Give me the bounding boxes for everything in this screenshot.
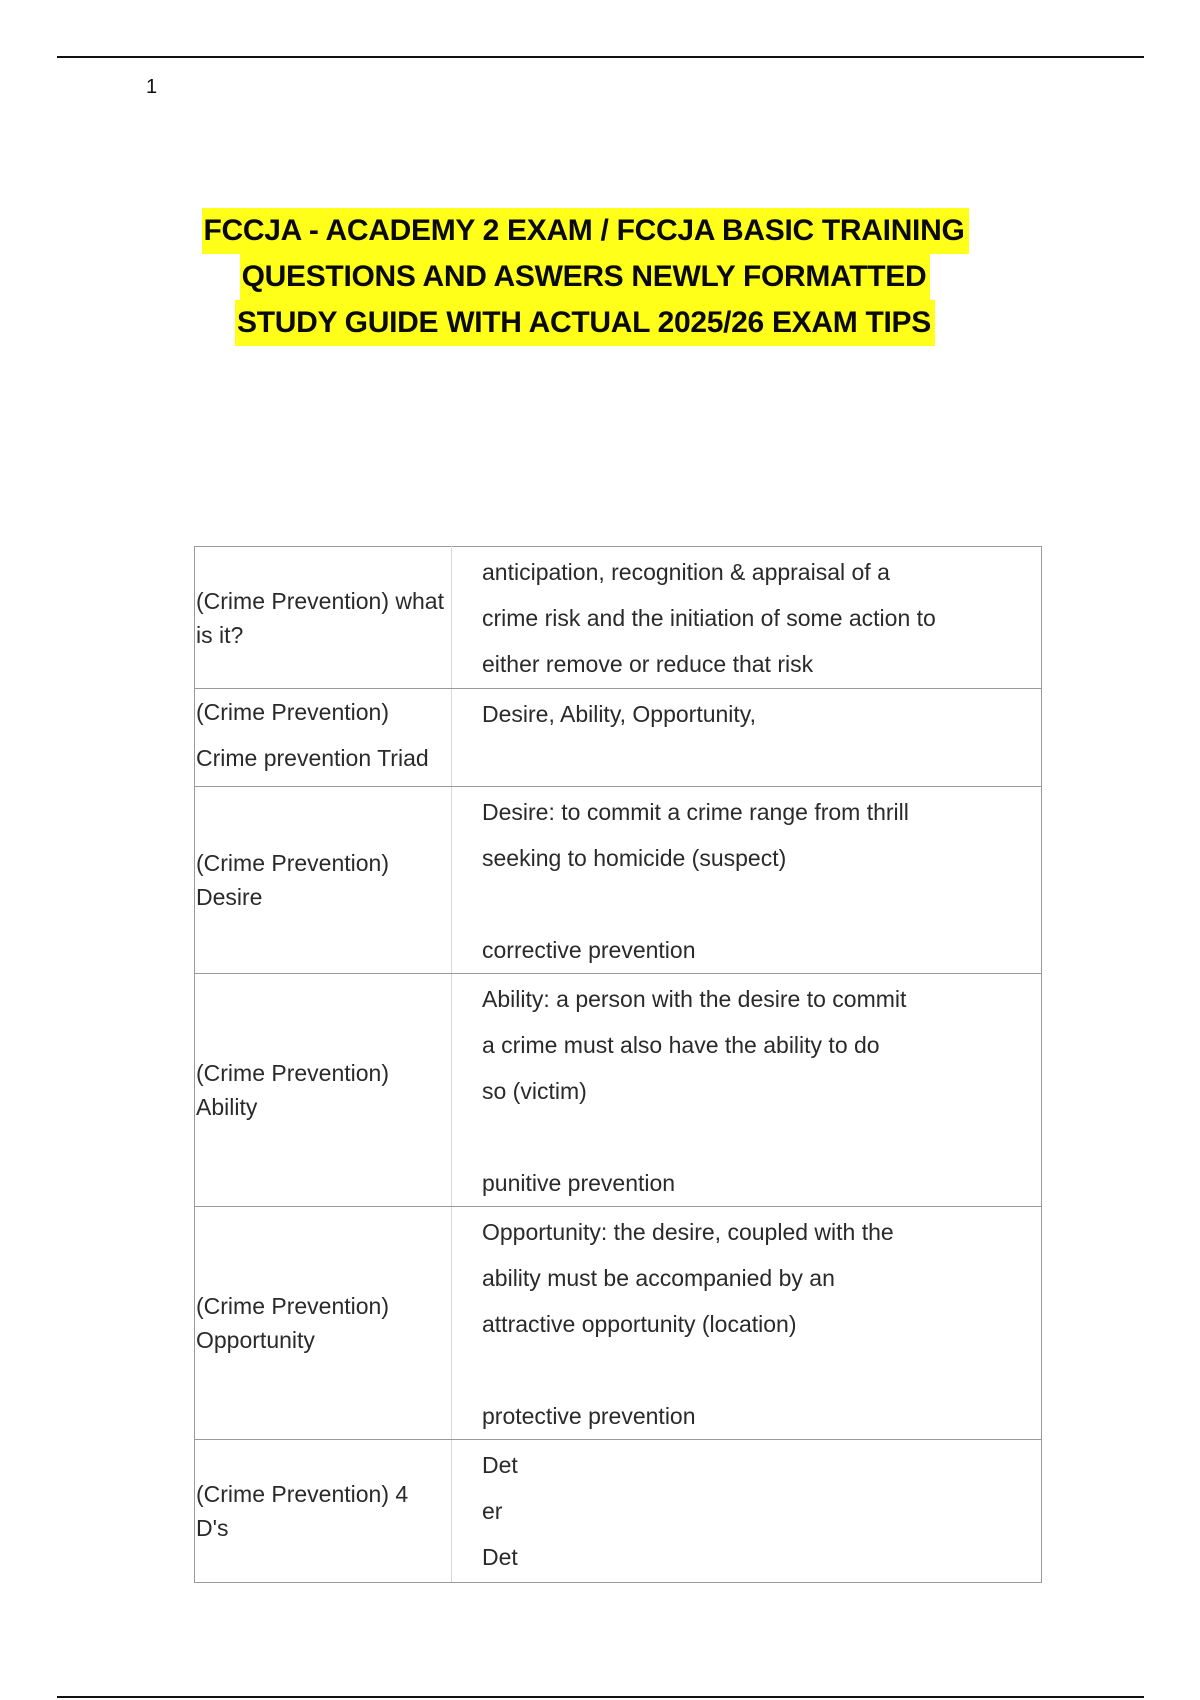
- question-cell: [195, 974, 452, 1207]
- question-text: Crime prevention Triad: [196, 745, 429, 771]
- question-cell: [195, 689, 452, 787]
- footer-rule: [57, 1696, 1144, 1698]
- answer-line: er: [482, 1498, 503, 1524]
- table-row: [195, 547, 1042, 689]
- header-rule: [57, 56, 1144, 58]
- answer-line: [482, 1114, 1041, 1160]
- answer-line: attractive opportunity (location): [482, 1311, 797, 1337]
- answer-line: a crime must also have the ability to do: [482, 1032, 880, 1058]
- question-cell: [195, 1440, 452, 1583]
- answer-line: Opportunity: the desire, coupled with the: [482, 1219, 894, 1245]
- answer-cell: [452, 1207, 1042, 1440]
- answer-line: Det: [482, 1452, 518, 1478]
- answer-cell: [452, 547, 1042, 689]
- answer-line: Det: [482, 1544, 518, 1570]
- table-row: [195, 689, 1042, 787]
- document-title: [150, 208, 1020, 346]
- answer-line: Desire, Ability, Opportunity,: [482, 701, 756, 727]
- answer-line: Desire: to commit a crime range from thrill: [482, 799, 909, 825]
- question-text: (Crime Prevention) 4 D's: [196, 1481, 409, 1541]
- answer-line: punitive prevention: [482, 1170, 676, 1196]
- answer-line: either remove or reduce that risk: [482, 651, 814, 677]
- answer-cell: [452, 1440, 1042, 1583]
- qa-table: [194, 546, 1042, 1583]
- page-number: 1: [146, 76, 158, 98]
- answer-cell: [452, 974, 1042, 1207]
- question-text: (Crime Prevention): [196, 699, 389, 725]
- table-row: [195, 1207, 1042, 1440]
- table-row: [195, 974, 1042, 1207]
- answer-line: [482, 1347, 1041, 1393]
- answer-cell: [452, 689, 1042, 787]
- table-row: [195, 1440, 1042, 1583]
- answer-line: protective prevention: [482, 1403, 696, 1429]
- title-line-2: QUESTIONS AND ASWERS NEWLY FORMATTED: [240, 254, 931, 300]
- title-line-3: STUDY GUIDE WITH ACTUAL 2025/26 EXAM TIPS: [235, 300, 935, 346]
- title-line-1: FCCJA - ACADEMY 2 EXAM / FCCJA BASIC TRAINING: [202, 208, 969, 254]
- answer-line: ability must be accompanied by an: [482, 1265, 835, 1291]
- question-text: (Crime Prevention) Desire: [196, 850, 389, 910]
- question-cell: [195, 547, 452, 689]
- question-text: (Crime Prevention) what is it?: [196, 587, 444, 648]
- answer-line: [482, 881, 1041, 927]
- question-text: (Crime Prevention) Opportunity: [196, 1293, 389, 1353]
- question-text: (Crime Prevention) Ability: [196, 1060, 389, 1120]
- answer-line: crime risk and the initiation of some action to: [482, 605, 936, 631]
- table-row: [195, 787, 1042, 974]
- answer-line: anticipation, recognition & appraisal of a: [482, 559, 890, 585]
- answer-line: so (victim): [482, 1078, 587, 1104]
- answer-line: Ability: a person with the desire to commit: [482, 986, 907, 1012]
- answer-line: corrective prevention: [482, 937, 696, 963]
- answer-cell: [452, 787, 1042, 974]
- question-cell: [195, 787, 452, 974]
- answer-line: seeking to homicide (suspect): [482, 845, 787, 871]
- question-cell: [195, 1207, 452, 1440]
